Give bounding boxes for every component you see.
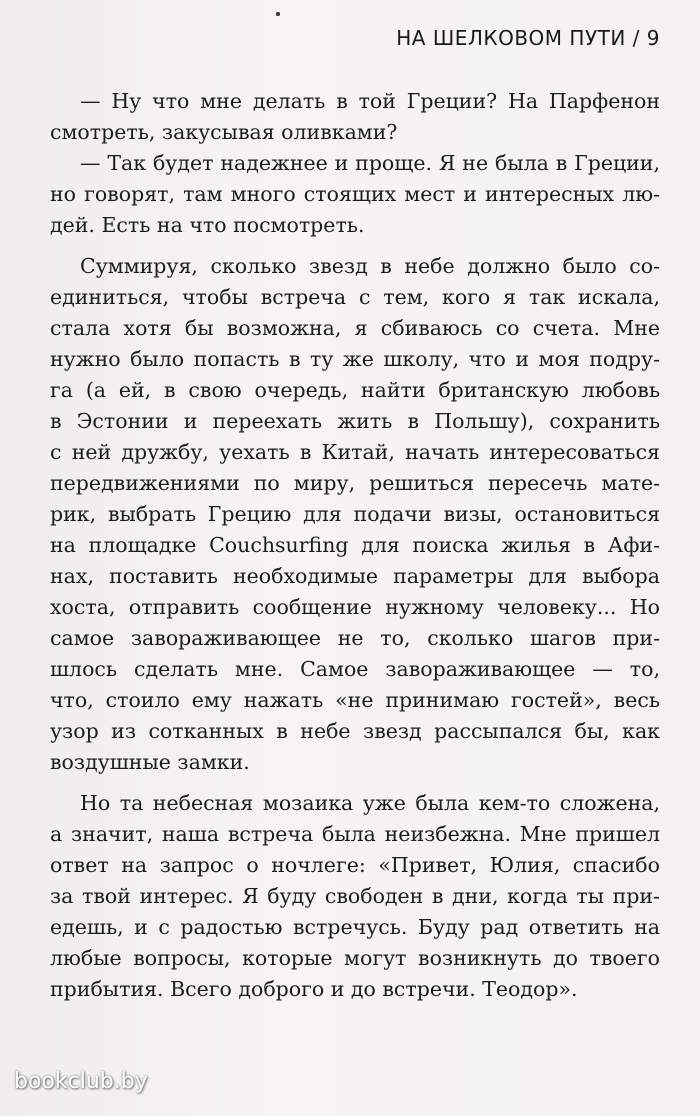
paragraph	[50, 251, 660, 778]
paragraph	[50, 86, 660, 148]
text-line: стала хотя бы возможна, я сбиваюсь со счета. Мне	[50, 316, 660, 340]
paragraph	[50, 148, 660, 241]
text-line: с ней дружбу, уехать в Китай, начать интересоваться	[50, 440, 660, 464]
paragraph	[50, 788, 660, 1005]
text-line: на площадке Couchsurfing для поиска жилья в Афи-	[50, 533, 660, 557]
text-line: воздушные замки.	[50, 750, 250, 774]
text-line: узор из сотканных в небе звезд рассыпался бы, как	[50, 719, 660, 743]
text-line: в Эстонии и переехать жить в Польшу), сохранить	[50, 409, 660, 433]
text-line: едешь, и с радостью встречусь. Буду рад ответить на	[50, 915, 660, 939]
text-line: — Ну что мне делать в той Греции? На Парфенон	[80, 89, 660, 113]
text-line: нах, поставить необходимые параметры для выбора	[50, 564, 660, 588]
text-line: а значит, наша встреча была неизбежна. Мне пришел	[50, 822, 660, 846]
text-line: дей. Есть на что посмотреть.	[50, 213, 365, 237]
text-line: но говорят, там много стоящих мест и интересных лю-	[50, 182, 660, 206]
text-line: самое завораживающее не то, сколько шагов при-	[50, 626, 660, 650]
text-line: единиться, чтобы встреча с тем, кого я так искала,	[50, 285, 660, 309]
text-line: Суммируя, сколько звезд в небе должно было со-	[80, 254, 660, 278]
text-line: смотреть, закусывая оливками?	[50, 120, 398, 144]
text-line: прибытия. Всего доброго и до встречи. Теодор».	[50, 977, 578, 1001]
text-line: что, стоило ему нажать «не принимаю гостей», весь	[50, 688, 660, 712]
watermark: bookclub.by	[14, 1069, 148, 1094]
text-line: Но та небесная мозаика уже была кем-то сложена,	[80, 791, 660, 815]
text-line: нужно было попасть в ту же школу, что и моя подру-	[50, 347, 660, 371]
print-dot	[276, 12, 280, 16]
text-line: га (а ей, в свою очередь, найти британскую любовь	[50, 378, 660, 402]
text-line: хоста, отправить сообщение нужному человеку... Но	[50, 595, 660, 619]
body-text	[50, 86, 660, 1005]
text-line: любые вопросы, которые могут возникнуть до твоего	[50, 946, 660, 970]
text-line: рик, выбрать Грецию для подачи визы, остановиться	[50, 502, 660, 526]
running-title: НА ШЕЛКОВОМ ПУТИ / 9	[396, 26, 660, 50]
text-line: шлось сделать мне. Самое завораживающее — то,	[50, 657, 660, 681]
text-line: ответ на запрос о ночлеге: «Привет, Юлия, спасибо	[50, 853, 660, 877]
text-line: передвижениями по миру, решиться пересечь мате-	[50, 471, 660, 495]
text-line: — Так будет надежнее и проще. Я не была в Греции,	[80, 151, 660, 175]
text-line: за твой интерес. Я буду свободен в дни, когда ты при-	[50, 884, 660, 908]
